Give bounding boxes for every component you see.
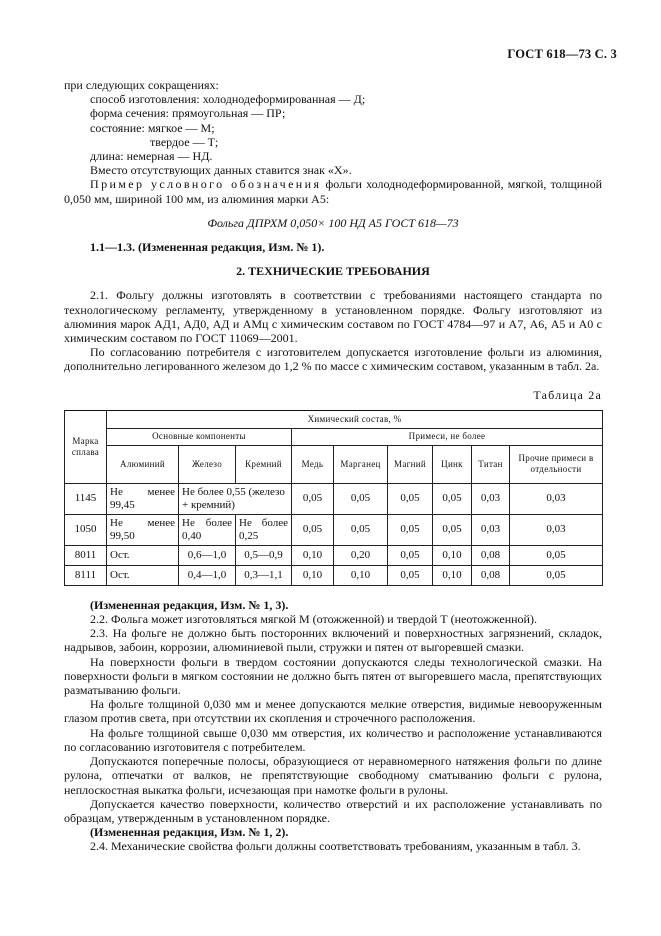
abbrev-line: состояние: мягкое — М; bbox=[90, 120, 215, 135]
paragraph-2-3c: На фольге толщиной 0,030 мм и менее допускаются мелкие отверстия, видимые невооруженным глазом против света, при отсутствии их скопления и строчечного расположения. bbox=[64, 697, 602, 726]
page-header-gost: ГОСТ 618—73 С. 3 bbox=[507, 47, 617, 61]
paragraph-2-3: 2.3. На фольге не должно быть посторонних включений и поверхностных загрязнений, складок, надрывов, забоин, коррозии, алюминиевой пыли, стружки и пятен от выгоревшей смазки. bbox=[64, 626, 602, 655]
abbrev-intro: при следующих сокращениях: bbox=[64, 78, 219, 92]
table-row: 1145 Не менее 99,45 Не более 0,55 (железо + кремний) 0,05 0,05 0,05 0,05 0,03 0,03 bbox=[65, 483, 603, 514]
header-chem-composition: Химический состав, % bbox=[107, 410, 603, 428]
abbrev-line: твердое — Т; bbox=[150, 134, 219, 149]
paragraph-2-1b: По согласованию потребителя с изготовителем допускается изготовление фольги из алюминия, дополнительно легированного железом до 1,2 % по массе с химическим составом, указанным в табл. 2а. bbox=[64, 345, 602, 374]
col-zinc: Цинк bbox=[433, 445, 472, 483]
col-manganese: Марганец bbox=[334, 445, 388, 483]
chemical-composition-table bbox=[64, 410, 603, 586]
section-2-title: 2. ТЕХНИЧЕСКИЕ ТРЕБОВАНИЯ bbox=[236, 264, 430, 279]
paragraph-2-3d: На фольге толщиной свыше 0,030 мм отверстия, их количество и расположение устанавливаются по согласованию изготовителя с потребителем. bbox=[64, 725, 602, 754]
col-iron: Железо bbox=[179, 445, 236, 483]
col-aluminum: Алюминий bbox=[107, 445, 179, 483]
col-silicon: Кремний bbox=[236, 445, 292, 483]
col-titanium: Титан bbox=[472, 445, 510, 483]
abbrev-line: форма сечения: прямоугольная — ПР; bbox=[90, 106, 286, 121]
col-copper: Медь bbox=[292, 445, 334, 483]
example-lead: Пример условного обозначения bbox=[90, 177, 322, 192]
table-row: 1050 Не менее 99,50 Не более 0,40 Не более 0,25 0,05 0,05 0,05 0,05 0,03 0,03 bbox=[65, 514, 603, 545]
table-row: 8011 Ост. 0,6—1,0 0,5—0,9 0,10 0,20 0,05 0,10 0,08 0,05 bbox=[65, 545, 603, 565]
page-content bbox=[64, 78, 602, 854]
abbrev-line: длина: немерная — НД. bbox=[90, 149, 213, 164]
header-grade: Марка сплава bbox=[65, 410, 107, 483]
table-row: 8111 Ост. 0,4—1,0 0,3—1,1 0,10 0,10 0,05 0,10 0,08 0,05 bbox=[65, 565, 603, 585]
example-rest: фольги холоднодеформированной, мягкой, толщиной 0,050 мм, шириной 100 мм, из алюминия марки А5: bbox=[64, 177, 602, 206]
paragraph-2-1: 2.1. Фольгу должны изготовлять в соответствии с требованиями настоящего стандарта по технологическому регламенту, утвержденному в установленном порядке. Фольгу изготовляют из алюминия марок АД1, АД0, АД и АМц с химическим составом по ГОСТ 4784—97 и А7, А6, А5 и А0 с химическим составом по ГОСТ 11069—2001. bbox=[64, 288, 602, 346]
col-other-impurities: Прочие примеси в отдельности bbox=[510, 445, 603, 483]
paragraph-2-3f: Допускается качество поверхности, количество отверстий и их расположение устанавливать по образцам, утвержденным в установленном порядке. bbox=[64, 796, 602, 825]
paragraph-2-4: 2.4. Механические свойства фольги должны соответствовать требованиям, указанным в табл. 3. bbox=[90, 839, 581, 854]
table-caption: Таблица 2а bbox=[533, 387, 602, 402]
paragraph-2-3b: На поверхности фольги в твердом состоянии допускаются следы технологической смазки. На поверхности фольги в мягком состоянии не должно быть пятен от выгоревшего масла, препятствующих разматыванию фольги. bbox=[64, 654, 602, 698]
abbrev-line: способ изготовления: холоднодеформированная — Д; bbox=[90, 92, 366, 107]
amendment-note: (Измененная редакция, Изм. № 1, 2). bbox=[90, 825, 289, 840]
example-paragraph bbox=[64, 177, 602, 205]
example-formula: Фольга ДПРХМ 0,050× 100 НД А5 ГОСТ 618—73 bbox=[207, 215, 459, 230]
amendment-note: (Измененная редакция, Изм. № 1, 3). bbox=[90, 597, 289, 612]
abbrev-line: Вместо отсутствующих данных ставится знак «Х». bbox=[90, 163, 352, 178]
paragraph-2-3e: Допускаются поперечные полосы, образующиеся от неравномерного натяжения фольги по длине рулона, отпечатки от валков, не препятствующие свободному сматыванию фольги с рулона, неплоскостная выкатка фольги, исчезающая при намотке фольги в рулоны. bbox=[64, 754, 602, 797]
col-magnesium: Магний bbox=[388, 445, 433, 483]
header-main-components: Основные компоненты bbox=[107, 428, 292, 445]
header-impurities: Примеси, не более bbox=[292, 428, 603, 445]
amendment-note: 1.1—1.3. (Измененная редакция, Изм. № 1). bbox=[90, 240, 325, 255]
paragraph-2-2: 2.2. Фольга может изготовляться мягкой М (отожженной) и твердой Т (неотожженной). bbox=[90, 612, 537, 627]
